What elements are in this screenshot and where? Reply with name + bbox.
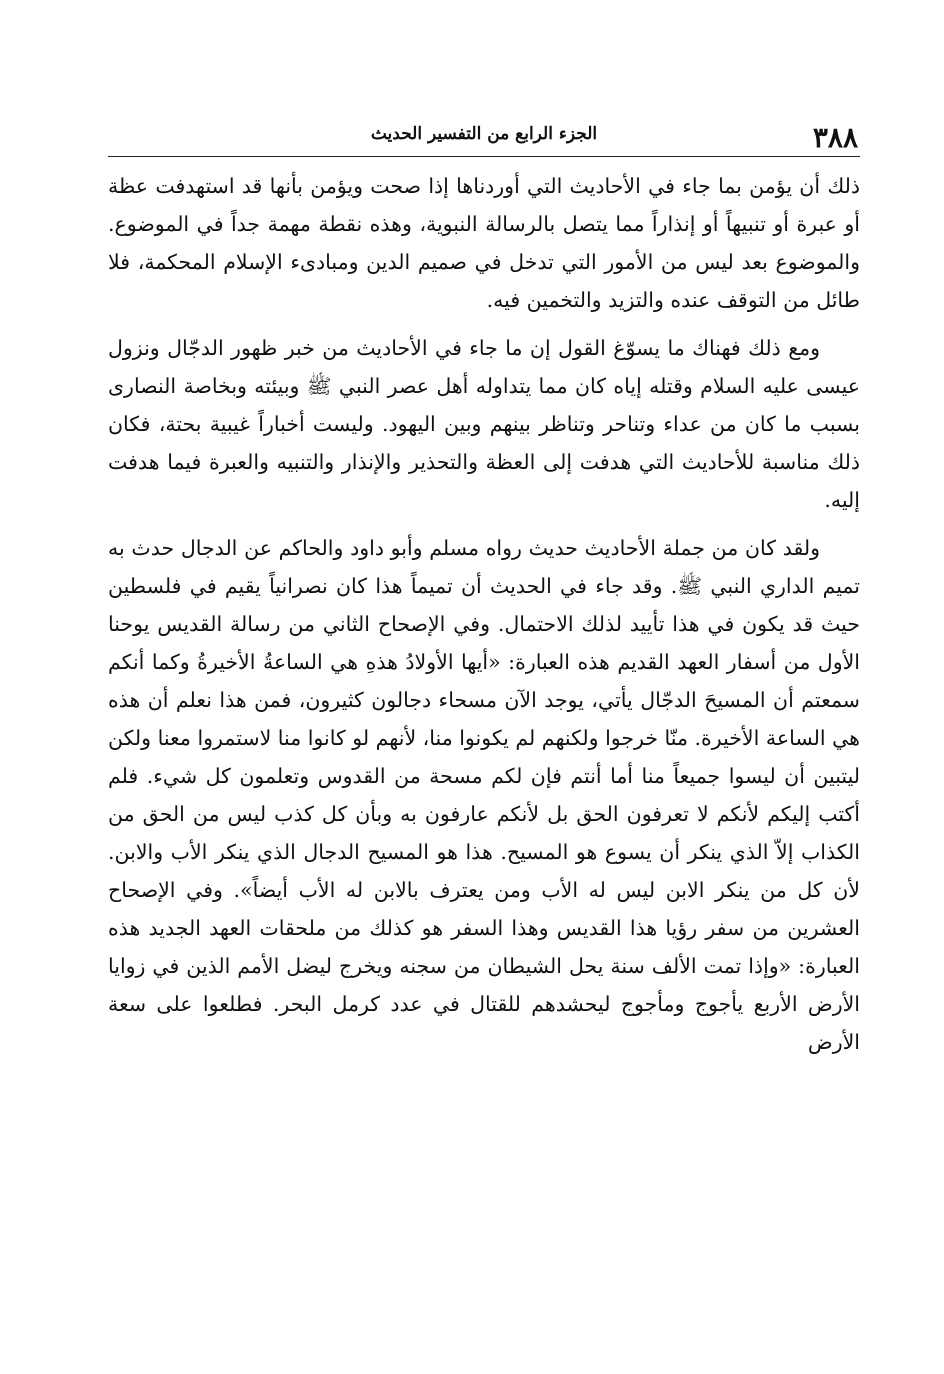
paragraph-2: ومع ذلك فهناك ما يسوّغ القول إن ما جاء في الأحاديث من خبر ظهور الدجّال ونزول عيسى عليه السلام وقتله إياه كان مما يتداوله أهل عصر النبي ﷺ وبيئته وبخاصة النصارى بسبب ما كان من عداء وتناحر وتناظر بينهم وبين اليهود. وليست أخباراً غيبية بحتة، فكان ذلك مناسبة للأحاديث التي هدفت إلى العظة والتحذير والإنذار والتنبيه والعبرة فيما هدفت إليه. xyxy=(108,336,860,512)
paragraph-1: ذلك أن يؤمن بما جاء في الأحاديث التي أوردناها إذا صحت ويؤمن بأنها قد استهدفت عظة أو عبرة أو تنبيهاً أو إنذاراً مما يتصل بالرسالة النبوية، وهذه نقطة مهمة جداً في الموضوع. والموضوع بعد ليس من الأمور التي تدخل في صميم الدين ومبادىء الإسلام المحكمة، فلا طائل من التوقف عنده والتزيد والتخمين فيه. xyxy=(108,174,860,312)
book-page xyxy=(108,112,860,1071)
body-text xyxy=(108,167,860,1061)
page-number: ٣٨٨ xyxy=(812,121,858,154)
paragraph-3: ولقد كان من جملة الأحاديث حديث رواه مسلم وأبو داود والحاكم عن الدجال حدث به تميم الداري النبي ﷺ. وقد جاء في الحديث أن تميماً هذا كان نصرانياً يقيم في فلسطين حيث قد يكون في هذا تأييد لذلك الاحتمال. وفي الإصحاح الثاني من رسالة القديس يوحنا الأول من أسفار العهد القديم هذه العبارة: «أيها الأولادُ هذهِ هي الساعةُ الأخيرةُ وكما أنكم سمعتم أن المسيحَ الدجّال يأتي، يوجد الآن مسحاء دجالون كثيرون، فمن هذا نعلم أن هذه هي الساعة الأخيرة. منّا خرجوا ولكنهم لم يكونوا منا، لأنهم لو كانوا منا لاستمروا معنا ولكن ليتبين أن ليسوا جميعاً منا أما أنتم فإن لكم مسحة من القدوس وتعلمون كل شيء. فلم أكتب إليكم لأنكم لا تعرفون الحق بل لأنكم عارفون به وبأن كل كذب ليس من الحق من الكذاب إلاّ الذي ينكر أن يسوع هو المسيح. هذا هو المسيح الدجال الذي ينكر الأب والابن. لأن كل من ينكر الابن ليس له الأب ومن يعترف بالابن له الأب أيضاً». وفي الإصحاح العشرين من سفر رؤيا هذا القديس وهذا السفر هو كذلك من ملحقات العهد الجديد هذه العبارة: «وإذا تمت الألف سنة يحل الشيطان من سجنه ويخرج ليضل الأمم الذين في زوايا الأرض الأربع يأجوج ومأجوج ليحشدهم للقتال في عدد كرمل البحر. فطلعوا على سعة الأرض xyxy=(108,536,860,1054)
running-title: الجزء الرابع من التفسير الحديث xyxy=(370,124,598,144)
page-header xyxy=(108,112,860,157)
